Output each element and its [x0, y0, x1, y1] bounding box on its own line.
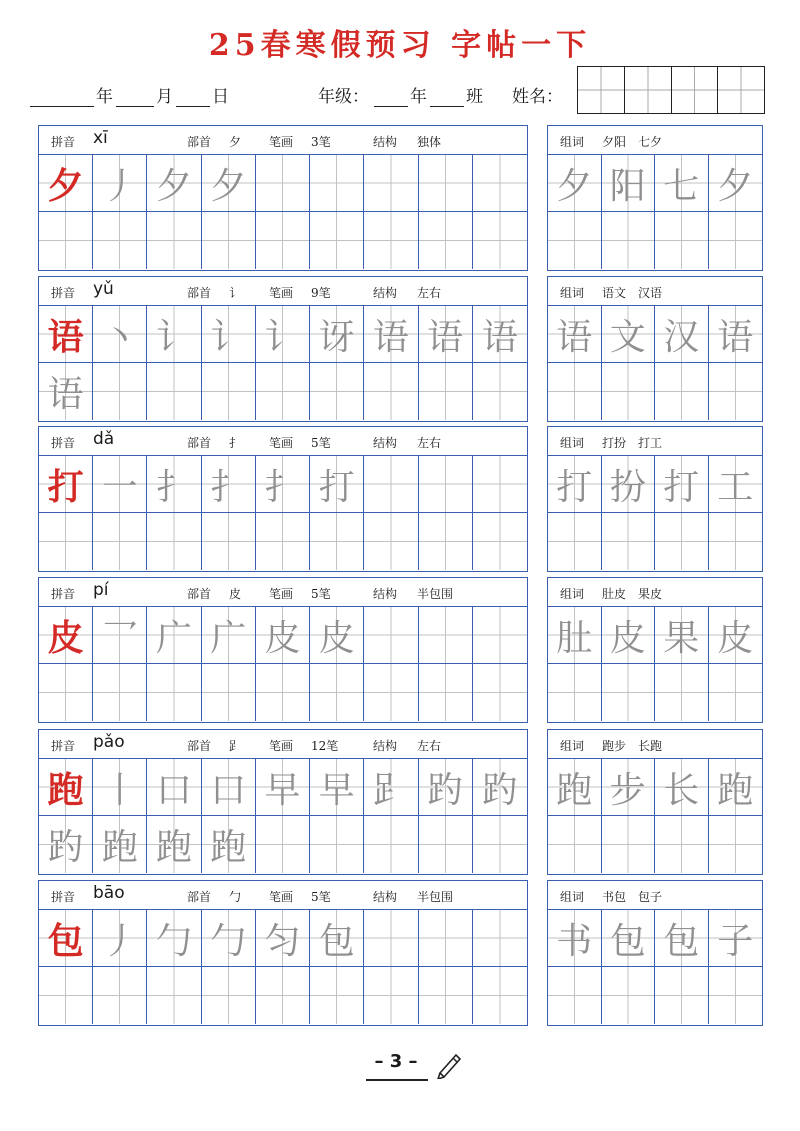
word-panel — [547, 577, 763, 723]
practice-cell[interactable] — [419, 212, 473, 269]
word-trace-character[interactable]: 夕 — [548, 155, 602, 212]
words-label: 组词 — [560, 890, 585, 904]
trace-stroke[interactable]: 丶 — [93, 306, 147, 363]
pinyin-value: pí — [93, 580, 109, 600]
month-label: 月 — [156, 87, 173, 107]
word-practice-cell[interactable] — [655, 363, 709, 420]
strokes-label: 笔画 — [269, 286, 294, 300]
strokes-value: 3笔 — [311, 135, 331, 149]
word-trace-character[interactable]: 工 — [709, 456, 763, 513]
word-practice-cell[interactable] — [709, 967, 763, 1024]
practice-cell[interactable] — [147, 967, 201, 1024]
trace-stroke[interactable]: 匀 — [256, 910, 310, 967]
trace-stroke[interactable]: 讠 — [147, 306, 201, 363]
practice-cell[interactable] — [419, 607, 473, 664]
radical-value: 扌 — [229, 436, 242, 450]
practice-cell[interactable] — [364, 363, 418, 420]
trace-stroke[interactable]: 广 — [202, 607, 256, 664]
pinyin-value: pǎo — [93, 732, 125, 752]
strokes-value: 12笔 — [311, 739, 339, 753]
practice-cell[interactable] — [147, 513, 201, 570]
practice-cell[interactable] — [419, 967, 473, 1024]
structure-value: 左右 — [417, 739, 442, 753]
practice-cell[interactable] — [419, 910, 473, 967]
character-info — [39, 881, 527, 910]
class-blank[interactable] — [430, 86, 464, 107]
word-practice-cell[interactable] — [548, 363, 602, 420]
model-character[interactable]: 包 — [39, 910, 93, 967]
radical-label: 部首 — [187, 135, 212, 149]
pinyin-label: 拼音 — [51, 890, 76, 904]
trace-stroke[interactable]: 趵 — [39, 816, 93, 873]
name-label: 姓名： — [512, 87, 563, 107]
words-text: 夕阳 七夕 — [602, 135, 663, 149]
trace-stroke[interactable]: 广 — [147, 607, 201, 664]
word-info — [548, 427, 762, 456]
practice-cell[interactable] — [39, 664, 93, 721]
pinyin-label: 拼音 — [51, 135, 76, 149]
practice-cell[interactable] — [473, 664, 527, 721]
words-text: 肚皮 果皮 — [602, 587, 663, 601]
strokes-value: 9笔 — [311, 286, 331, 300]
year-label: 年 — [96, 87, 113, 107]
word-trace-character[interactable]: 阳 — [602, 155, 656, 212]
word-trace-character[interactable]: 扮 — [602, 456, 656, 513]
character-block — [0, 729, 800, 875]
word-trace-character[interactable]: 步 — [602, 759, 656, 816]
word-info — [548, 730, 762, 759]
character-info — [39, 277, 527, 306]
word-trace-character[interactable]: 跑 — [548, 759, 602, 816]
trace-stroke[interactable]: 夕 — [147, 155, 201, 212]
radical-label: 部首 — [187, 286, 212, 300]
practice-cell[interactable] — [256, 967, 310, 1024]
practice-cell[interactable] — [364, 910, 418, 967]
trace-stroke[interactable]: 包 — [310, 910, 364, 967]
word-trace-character[interactable]: 书 — [548, 910, 602, 967]
word-info — [548, 881, 762, 910]
pinyin-value: dǎ — [93, 429, 115, 449]
radical-value: 讠 — [229, 286, 242, 300]
word-trace-character[interactable]: 长 — [655, 759, 709, 816]
trace-stroke[interactable]: 乛 — [93, 607, 147, 664]
grade-year-blank[interactable] — [374, 86, 408, 107]
practice-cell[interactable] — [256, 513, 310, 570]
word-practice-cell[interactable] — [709, 513, 763, 570]
practice-cell[interactable] — [364, 513, 418, 570]
practice-cell[interactable] — [473, 607, 527, 664]
trace-stroke[interactable]: 跑 — [147, 816, 201, 873]
trace-stroke[interactable]: 趵 — [473, 759, 527, 816]
word-panel — [547, 729, 763, 875]
name-box[interactable] — [578, 67, 625, 113]
practice-cell[interactable] — [419, 513, 473, 570]
trace-stroke[interactable]: 语 — [419, 306, 473, 363]
day-label: 日 — [212, 87, 229, 107]
pen-icon — [434, 1049, 464, 1079]
trace-stroke[interactable]: 跑 — [93, 816, 147, 873]
pinyin-value: xī — [93, 128, 108, 148]
model-character[interactable]: 打 — [39, 456, 93, 513]
word-practice-cell[interactable] — [602, 664, 656, 721]
word-practice-cell[interactable] — [602, 967, 656, 1024]
name-box[interactable] — [718, 67, 764, 113]
practice-cell[interactable] — [364, 456, 418, 513]
trace-stroke[interactable]: 扌 — [147, 456, 201, 513]
practice-cell[interactable] — [364, 155, 418, 212]
practice-cell[interactable] — [310, 664, 364, 721]
practice-cell[interactable] — [473, 456, 527, 513]
practice-cell[interactable] — [364, 967, 418, 1024]
pinyin-label: 拼音 — [51, 739, 76, 753]
word-practice-cell[interactable] — [709, 363, 763, 420]
structure-value: 半包围 — [417, 890, 454, 904]
character-block — [0, 125, 800, 271]
practice-cell[interactable] — [364, 212, 418, 269]
word-trace-character[interactable]: 七 — [655, 155, 709, 212]
radical-label: 部首 — [187, 739, 212, 753]
pinyin-label: 拼音 — [51, 436, 76, 450]
practice-cell[interactable] — [310, 155, 364, 212]
practice-cell[interactable] — [310, 363, 364, 420]
trace-stroke[interactable]: 扌 — [202, 456, 256, 513]
word-practice-cell[interactable] — [548, 664, 602, 721]
page-number: – 3 – — [374, 1051, 418, 1072]
structure-label: 结构 — [373, 890, 398, 904]
practice-cell[interactable] — [310, 513, 364, 570]
trace-stroke[interactable]: 趵 — [419, 759, 473, 816]
date-class-header — [30, 86, 570, 116]
practice-cell[interactable] — [256, 664, 310, 721]
practice-cell[interactable] — [310, 816, 364, 873]
name-boxes[interactable] — [577, 66, 765, 114]
words-text: 跑步 长跑 — [602, 739, 663, 753]
practice-cell[interactable] — [39, 212, 93, 269]
words-label: 组词 — [560, 135, 585, 149]
structure-value: 左右 — [417, 436, 442, 450]
trace-stroke[interactable]: 丨 — [93, 759, 147, 816]
word-trace-character[interactable]: 包 — [655, 910, 709, 967]
radical-value: 勹 — [229, 890, 242, 904]
practice-cell[interactable] — [419, 816, 473, 873]
practice-cell[interactable] — [93, 212, 147, 269]
grade-label: 年级： — [318, 87, 369, 107]
word-trace-character[interactable]: 语 — [709, 306, 763, 363]
trace-stroke[interactable]: 早 — [310, 759, 364, 816]
word-trace-character[interactable]: 文 — [602, 306, 656, 363]
words-label: 组词 — [560, 739, 585, 753]
practice-cell[interactable] — [93, 513, 147, 570]
word-trace-character[interactable]: 包 — [602, 910, 656, 967]
name-box[interactable] — [625, 67, 672, 113]
words-label: 组词 — [560, 587, 585, 601]
strokes-value: 5笔 — [311, 587, 331, 601]
structure-label: 结构 — [373, 135, 398, 149]
word-trace-character[interactable]: 皮 — [602, 607, 656, 664]
trace-stroke[interactable]: 皮 — [256, 607, 310, 664]
model-character[interactable]: 皮 — [39, 607, 93, 664]
practice-cell[interactable] — [147, 664, 201, 721]
practice-cell[interactable] — [419, 456, 473, 513]
structure-label: 结构 — [373, 739, 398, 753]
structure-value: 独体 — [417, 135, 442, 149]
trace-stroke[interactable]: 口 — [202, 759, 256, 816]
character-block — [0, 276, 800, 422]
word-trace-character[interactable]: 皮 — [709, 607, 763, 664]
word-trace-character[interactable]: 打 — [655, 456, 709, 513]
practice-cell[interactable] — [419, 363, 473, 420]
model-character[interactable]: 跑 — [39, 759, 93, 816]
character-block — [0, 426, 800, 572]
pinyin-label: 拼音 — [51, 286, 76, 300]
trace-stroke[interactable]: 勹 — [147, 910, 201, 967]
practice-cell[interactable] — [202, 967, 256, 1024]
year-blank[interactable] — [30, 86, 94, 107]
character-block — [0, 880, 800, 1026]
strokes-value: 5笔 — [311, 890, 331, 904]
pinyin-label: 拼音 — [51, 587, 76, 601]
word-panel — [547, 125, 763, 271]
practice-cell[interactable] — [310, 212, 364, 269]
grade-year-label: 年 — [410, 87, 427, 107]
practice-cell[interactable] — [93, 363, 147, 420]
radical-value: 夕 — [229, 135, 242, 149]
practice-cell[interactable] — [202, 212, 256, 269]
word-practice-cell[interactable] — [602, 513, 656, 570]
strokes-label: 笔画 — [269, 587, 294, 601]
practice-cell[interactable] — [202, 664, 256, 721]
structure-label: 结构 — [373, 587, 398, 601]
trace-stroke[interactable]: 早 — [256, 759, 310, 816]
page-underline — [366, 1079, 428, 1081]
practice-cell[interactable] — [39, 967, 93, 1024]
radical-label: 部首 — [187, 587, 212, 601]
structure-value: 左右 — [417, 286, 442, 300]
words-label: 组词 — [560, 286, 585, 300]
page-title: 25春寒假预习 字帖一下 — [208, 28, 592, 63]
trace-stroke[interactable]: 丿 — [93, 155, 147, 212]
word-trace-character[interactable]: 打 — [548, 456, 602, 513]
word-info — [548, 578, 762, 607]
word-info — [548, 277, 762, 306]
practice-cell[interactable] — [256, 212, 310, 269]
word-practice-cell[interactable] — [655, 212, 709, 269]
practice-panel — [38, 577, 528, 723]
strokes-label: 笔画 — [269, 890, 294, 904]
word-practice-cell[interactable] — [709, 664, 763, 721]
word-trace-character[interactable]: 夕 — [709, 155, 763, 212]
word-practice-cell[interactable] — [709, 212, 763, 269]
practice-cell[interactable] — [39, 513, 93, 570]
radical-label: 部首 — [187, 890, 212, 904]
strokes-value: 5笔 — [311, 436, 331, 450]
practice-cell[interactable] — [147, 212, 201, 269]
word-practice-cell[interactable] — [548, 816, 602, 873]
word-practice-cell[interactable] — [602, 363, 656, 420]
practice-cell[interactable] — [147, 363, 201, 420]
character-info — [39, 578, 527, 607]
trace-stroke[interactable]: 讶 — [310, 306, 364, 363]
word-trace-character[interactable]: 汉 — [655, 306, 709, 363]
trace-stroke[interactable]: 丿 — [93, 910, 147, 967]
practice-cell[interactable] — [364, 607, 418, 664]
word-trace-character[interactable]: 语 — [548, 306, 602, 363]
word-practice-cell[interactable] — [655, 664, 709, 721]
word-info — [548, 126, 762, 155]
practice-panel — [38, 426, 528, 572]
structure-label: 结构 — [373, 286, 398, 300]
page-footer — [366, 1051, 436, 1081]
word-trace-character[interactable]: 肚 — [548, 607, 602, 664]
word-practice-cell[interactable] — [655, 967, 709, 1024]
word-panel — [547, 880, 763, 1026]
trace-stroke[interactable]: 语 — [473, 306, 527, 363]
word-practice-cell[interactable] — [602, 816, 656, 873]
radical-value: 皮 — [229, 587, 242, 601]
practice-cell[interactable] — [419, 155, 473, 212]
trace-stroke[interactable]: 𧾷 — [364, 759, 418, 816]
words-text: 书包 包子 — [602, 890, 663, 904]
practice-cell[interactable] — [256, 363, 310, 420]
trace-stroke[interactable]: 夕 — [202, 155, 256, 212]
character-block — [0, 577, 800, 723]
practice-cell[interactable] — [473, 967, 527, 1024]
model-character[interactable]: 语 — [39, 306, 93, 363]
practice-panel — [38, 729, 528, 875]
practice-cell[interactable] — [202, 513, 256, 570]
practice-cell[interactable] — [93, 664, 147, 721]
trace-stroke[interactable]: 皮 — [310, 607, 364, 664]
trace-stroke[interactable]: 语 — [364, 306, 418, 363]
trace-stroke[interactable]: 讠 — [202, 306, 256, 363]
practice-cell[interactable] — [364, 664, 418, 721]
class-label: 班 — [466, 87, 483, 107]
word-practice-cell[interactable] — [548, 212, 602, 269]
practice-panel — [38, 276, 528, 422]
strokes-label: 笔画 — [269, 739, 294, 753]
radical-label: 部首 — [187, 436, 212, 450]
trace-stroke[interactable]: 跑 — [202, 816, 256, 873]
day-blank[interactable] — [176, 86, 210, 107]
character-info — [39, 126, 527, 155]
month-blank[interactable] — [116, 86, 154, 107]
character-info — [39, 427, 527, 456]
practice-cell[interactable] — [202, 363, 256, 420]
word-practice-cell[interactable] — [602, 212, 656, 269]
practice-cell[interactable] — [256, 816, 310, 873]
strokes-label: 笔画 — [269, 436, 294, 450]
structure-value: 半包围 — [417, 587, 454, 601]
practice-cell[interactable] — [473, 212, 527, 269]
pinyin-value: yǔ — [93, 279, 114, 299]
pinyin-value: bāo — [93, 883, 125, 903]
name-box[interactable] — [672, 67, 719, 113]
practice-cell[interactable] — [419, 664, 473, 721]
word-trace-character[interactable]: 跑 — [709, 759, 763, 816]
practice-cell[interactable] — [310, 967, 364, 1024]
practice-panel — [38, 125, 528, 271]
words-label: 组词 — [560, 436, 585, 450]
word-trace-character[interactable]: 果 — [655, 607, 709, 664]
practice-cell[interactable] — [256, 155, 310, 212]
character-info — [39, 730, 527, 759]
word-practice-cell[interactable] — [655, 816, 709, 873]
practice-cell[interactable] — [473, 910, 527, 967]
word-trace-character[interactable]: 子 — [709, 910, 763, 967]
trace-stroke[interactable]: 讠 — [256, 306, 310, 363]
trace-stroke[interactable]: 扌 — [256, 456, 310, 513]
trace-stroke[interactable]: 一 — [93, 456, 147, 513]
word-practice-cell[interactable] — [709, 816, 763, 873]
trace-stroke[interactable]: 口 — [147, 759, 201, 816]
words-text: 语文 汉语 — [602, 286, 663, 300]
trace-stroke[interactable]: 语 — [39, 363, 93, 420]
strokes-label: 笔画 — [269, 135, 294, 149]
practice-cell[interactable] — [473, 363, 527, 420]
practice-cell[interactable] — [473, 513, 527, 570]
trace-stroke[interactable]: 打 — [310, 456, 364, 513]
practice-cell[interactable] — [473, 816, 527, 873]
radical-value: 𧾷 — [229, 739, 242, 753]
practice-cell[interactable] — [93, 967, 147, 1024]
trace-stroke[interactable]: 勹 — [202, 910, 256, 967]
word-practice-cell[interactable] — [548, 513, 602, 570]
word-practice-cell[interactable] — [655, 513, 709, 570]
word-practice-cell[interactable] — [548, 967, 602, 1024]
model-character[interactable]: 夕 — [39, 155, 93, 212]
word-panel — [547, 426, 763, 572]
structure-label: 结构 — [373, 436, 398, 450]
practice-panel — [38, 880, 528, 1026]
words-text: 打扮 打工 — [602, 436, 663, 450]
practice-cell[interactable] — [364, 816, 418, 873]
practice-cell[interactable] — [473, 155, 527, 212]
word-panel — [547, 276, 763, 422]
